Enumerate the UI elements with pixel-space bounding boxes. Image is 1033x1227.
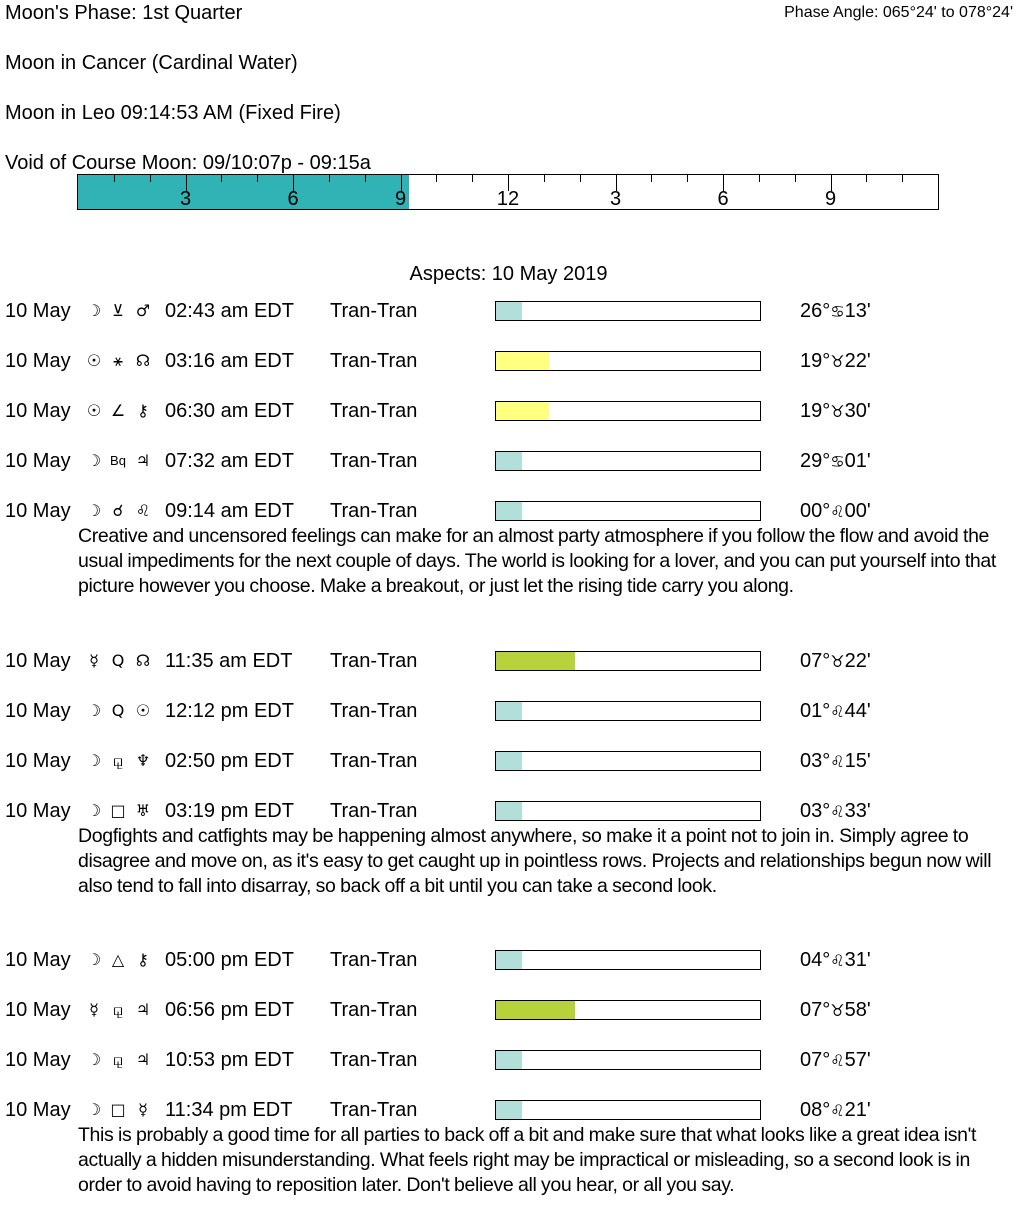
aspect-kind: Tran-Tran <box>330 999 418 1021</box>
position-degree: 19° <box>800 350 831 372</box>
mercury-icon: ☿ <box>138 1100 148 1119</box>
position-minute: 58' <box>844 999 871 1021</box>
leo-sign-icon: ♌ <box>830 502 845 521</box>
position-degree: 07° <box>800 649 831 672</box>
aspect-interpretation: Dogfights and catfights may be happening almost anywhere, so make it a point not to join in. Simply agree to disagree and move on, as it's easy to get caught up in pointless rows. Projects and relationships begun now will also tend to fall into disarray, so back off a bit until you can take a second look. <box>78 824 992 897</box>
timeline-tick <box>687 175 688 182</box>
chiron-icon: ⚷ <box>137 401 149 420</box>
aspect-strength-bar <box>495 801 761 821</box>
timeline-tick <box>114 175 115 182</box>
jupiter-icon: ♃ <box>135 1000 151 1019</box>
moon-icon: ☽ <box>86 700 102 720</box>
square-icon: □ <box>110 800 126 820</box>
aspect-time: 07:32 am EDT <box>165 450 294 472</box>
mercury-icon: ☿ <box>89 650 99 670</box>
position-degree: 07° <box>800 1049 831 1071</box>
aspect-date: 10 May <box>5 999 71 1021</box>
jupiter-icon: ♃ <box>135 1050 151 1069</box>
timeline-hour-label: 6 <box>717 188 729 210</box>
aspect-date: 10 May <box>5 799 71 822</box>
aspect-date: 10 May <box>5 1099 71 1121</box>
position-degree: 04° <box>800 949 831 971</box>
aspect-position <box>800 349 871 374</box>
position-minute: 30' <box>844 400 871 422</box>
position-minute: 15' <box>844 749 871 772</box>
aspect-time: 06:30 am EDT <box>165 400 294 422</box>
aspect-strength-bar <box>495 651 761 671</box>
position-degree: 19° <box>800 400 831 422</box>
leo-sign-icon: ♌ <box>830 1101 845 1120</box>
position-degree: 29° <box>800 450 831 472</box>
aspect-kind: Tran-Tran <box>330 400 418 422</box>
trine-icon: △ <box>111 950 125 969</box>
aspect-position <box>800 1048 871 1073</box>
aspect-strength-bar <box>495 451 761 471</box>
aspect-date: 10 May <box>5 350 71 372</box>
aspect-strength-fill <box>496 1051 522 1069</box>
timeline-tick <box>221 175 222 182</box>
timeline-hour-label: 3 <box>179 188 192 210</box>
sun-icon: ☉ <box>135 700 151 720</box>
timeline-tick <box>329 175 330 182</box>
sesquiquadrate-icon: ⚼ <box>112 1050 124 1069</box>
timeline-hour-label: 9 <box>824 188 837 210</box>
aspect-strength-fill <box>496 951 522 969</box>
position-degree: 26° <box>800 300 831 322</box>
aspect-position <box>800 799 871 824</box>
aspect-interpretation: This is probably a good time for all parties to back off a bit and make sure that what looks like a great idea isn't actually a hidden misunderstanding. What feels right may be impractical or misleading, so a second look is in order to avoid having to reposition later. Don't believe all you hear, or all you say. <box>78 1124 977 1196</box>
square-icon: □ <box>110 1100 126 1119</box>
aspect-kind: Tran-Tran <box>330 1099 418 1121</box>
position-minute: 13' <box>844 300 871 322</box>
timeline-tick <box>544 175 545 182</box>
north-node-icon: ☊ <box>135 351 151 370</box>
aspect-date: 10 May <box>5 1049 71 1071</box>
conjunction-icon: ☌ <box>112 501 124 520</box>
position-minute: 44' <box>844 699 871 722</box>
position-minute: 01' <box>844 450 871 472</box>
jupiter-icon: ♃ <box>135 451 151 470</box>
sun-icon: ☉ <box>86 401 102 420</box>
aspect-strength-fill <box>496 752 522 770</box>
aspect-kind: Tran-Tran <box>330 350 418 372</box>
position-minute: 31' <box>844 949 871 971</box>
aspect-position <box>800 399 871 424</box>
leo-icon: ♌ <box>135 501 151 520</box>
aspect-strength-bar <box>495 751 761 771</box>
aspect-position <box>800 749 871 774</box>
aspect-time: 09:14 am EDT <box>165 500 294 522</box>
position-degree: 07° <box>800 999 831 1021</box>
aspect-strength-bar <box>495 401 761 421</box>
semisquare-variant-icon: ⊻ <box>112 301 124 320</box>
void-of-course-timeline <box>77 174 939 210</box>
timeline-tick <box>795 175 796 182</box>
aspect-date: 10 May <box>5 649 71 672</box>
aspect-strength-fill <box>496 502 522 520</box>
sesquiquadrate-icon: ⚼ <box>112 1000 124 1019</box>
aspect-strength-fill <box>496 802 522 820</box>
moon-icon: ☽ <box>86 301 102 320</box>
aspect-time: 11:34 pm EDT <box>165 1099 293 1121</box>
aspect-time: 02:50 pm EDT <box>165 749 294 772</box>
position-degree: 00° <box>800 500 831 522</box>
aspect-strength-fill <box>496 302 522 320</box>
aspect-strength-bar <box>495 1000 761 1020</box>
aspect-time: 03:16 am EDT <box>165 350 294 372</box>
taurus-sign-icon: ♉ <box>830 1001 845 1020</box>
timeline-tick <box>651 175 652 182</box>
aspect-position <box>800 1098 871 1123</box>
moon-icon: ☽ <box>86 451 102 470</box>
chiron-icon: ⚷ <box>137 950 149 969</box>
timeline-tick <box>580 175 581 182</box>
aspect-kind: Tran-Tran <box>330 300 418 322</box>
aspect-kind: Tran-Tran <box>330 949 418 971</box>
position-degree: 08° <box>800 1099 831 1121</box>
mercury-icon: ☿ <box>89 1000 99 1019</box>
position-minute: 33' <box>844 799 871 822</box>
aspect-strength-bar <box>495 1050 761 1070</box>
aspect-time: 03:19 pm EDT <box>165 799 294 822</box>
timeline-tick <box>436 175 437 182</box>
aspect-strength-bar <box>495 351 761 371</box>
timeline-tick <box>150 175 151 182</box>
aspect-kind: Tran-Tran <box>330 500 418 522</box>
timeline-tick <box>759 175 760 182</box>
semisextile-icon: ∠ <box>110 401 126 420</box>
moon-icon: ☽ <box>86 1100 102 1119</box>
moon-ingress: Moon in Leo 09:14:53 AM (Fixed Fire) <box>5 102 341 124</box>
quintile-icon: Q <box>111 700 125 720</box>
aspect-position <box>800 299 871 324</box>
timeline-hour-label: 12 <box>496 188 520 210</box>
aspect-time: 06:56 pm EDT <box>165 999 294 1021</box>
moon-phase: Moon's Phase: 1st Quarter <box>5 2 243 24</box>
aspect-strength-fill <box>496 1001 575 1019</box>
neptune-icon: ♆ <box>135 750 151 770</box>
aspect-date: 10 May <box>5 400 71 422</box>
aspect-position <box>800 649 871 674</box>
position-degree: 03° <box>800 799 831 822</box>
moon-icon: ☽ <box>86 1050 102 1069</box>
leo-sign-icon: ♌ <box>830 951 845 970</box>
aspect-strength-fill <box>496 452 522 470</box>
mars-icon: ♂ <box>135 301 151 320</box>
moon-icon: ☽ <box>86 501 102 520</box>
aspect-time: 05:00 pm EDT <box>165 949 294 971</box>
aspect-time: 11:35 am EDT <box>165 649 293 672</box>
position-minute: 22' <box>844 350 871 372</box>
leo-sign-icon: ♌ <box>830 1051 845 1070</box>
position-minute: 00' <box>844 500 871 522</box>
moon-sign: Moon in Cancer (Cardinal Water) <box>5 52 298 74</box>
aspect-kind: Tran-Tran <box>330 699 418 722</box>
aspect-date: 10 May <box>5 949 71 971</box>
cancer-sign-icon: ♋ <box>830 452 845 471</box>
aspect-position <box>800 998 871 1023</box>
moon-icon: ☽ <box>86 800 102 820</box>
aspect-strength-bar <box>495 950 761 970</box>
position-minute: 57' <box>844 1049 871 1071</box>
aspect-kind: Tran-Tran <box>330 749 418 772</box>
aspect-strength-bar <box>495 1100 761 1120</box>
north-node-icon: ☊ <box>135 650 151 670</box>
aspect-date: 10 May <box>5 300 71 322</box>
leo-sign-icon: ♌ <box>830 751 845 771</box>
position-degree: 03° <box>800 749 831 772</box>
sextile-icon: ⚹ <box>113 351 123 370</box>
timeline-tick <box>472 175 473 182</box>
aspect-time: 10:53 pm EDT <box>165 1049 294 1071</box>
aspect-time: 12:12 pm EDT <box>165 699 294 722</box>
taurus-sign-icon: ♉ <box>830 402 845 421</box>
timeline-tick <box>902 175 903 182</box>
timeline-tick <box>866 175 867 182</box>
aspect-kind: Tran-Tran <box>330 649 418 672</box>
aspect-strength-bar <box>495 301 761 321</box>
aspect-date: 10 May <box>5 699 71 722</box>
aspect-strength-bar <box>495 701 761 721</box>
timeline-tick <box>365 175 366 182</box>
aspect-position <box>800 948 871 973</box>
aspect-date: 10 May <box>5 749 71 772</box>
biquintile-icon: Bq <box>110 453 126 468</box>
aspect-strength-fill <box>496 652 575 670</box>
aspect-kind: Tran-Tran <box>330 450 418 472</box>
moon-icon: ☽ <box>86 950 102 969</box>
leo-sign-icon: ♌ <box>830 701 845 721</box>
quintile-icon: Q <box>111 650 125 670</box>
aspect-strength-fill <box>496 702 522 720</box>
position-degree: 01° <box>800 699 831 722</box>
aspect-date: 10 May <box>5 500 71 522</box>
aspect-date: 10 May <box>5 450 71 472</box>
aspect-time: 02:43 am EDT <box>165 300 294 322</box>
aspects-title: Aspects: 10 May 2019 <box>409 263 608 285</box>
aspect-interpretation: Creative and uncensored feelings can make for an almost party atmosphere if you follow the flow and avoid the usual impediments for the next couple of days. The world is looking for a lover, and you can put yourself into that picture however you choose. Make a breakout, or just let the rising tide carry you along. <box>78 525 996 597</box>
aspect-strength-fill <box>496 402 549 420</box>
aspect-position <box>800 499 871 524</box>
taurus-sign-icon: ♉ <box>830 651 845 671</box>
position-minute: 21' <box>844 1099 871 1121</box>
aspect-position <box>800 449 871 474</box>
timeline-hour-label: 6 <box>287 188 299 210</box>
void-of-course-moon: Void of Course Moon: 09/10:07p - 09:15a <box>5 152 371 174</box>
aspect-kind: Tran-Tran <box>330 1049 418 1071</box>
sesquiquadrate-icon: ⚼ <box>112 750 124 770</box>
position-minute: 22' <box>844 649 871 672</box>
aspect-position <box>800 699 871 724</box>
aspect-strength-fill <box>496 1101 522 1119</box>
timeline-hour-label: 3 <box>609 188 622 210</box>
aspect-strength-fill <box>496 352 549 370</box>
timeline-tick <box>257 175 258 182</box>
leo-sign-icon: ♌ <box>830 801 845 821</box>
phase-angle: Phase Angle: 065°24' to 078°24' <box>784 4 1013 21</box>
moon-icon: ☽ <box>86 750 102 770</box>
sun-icon: ☉ <box>86 351 102 370</box>
timeline-hour-label: 9 <box>394 188 407 210</box>
cancer-sign-icon: ♋ <box>830 302 845 321</box>
aspect-kind: Tran-Tran <box>330 799 418 822</box>
uranus-icon: ♅ <box>135 800 151 820</box>
void-of-course-fill <box>78 175 409 209</box>
taurus-sign-icon: ♉ <box>830 352 845 371</box>
aspect-strength-bar <box>495 501 761 521</box>
